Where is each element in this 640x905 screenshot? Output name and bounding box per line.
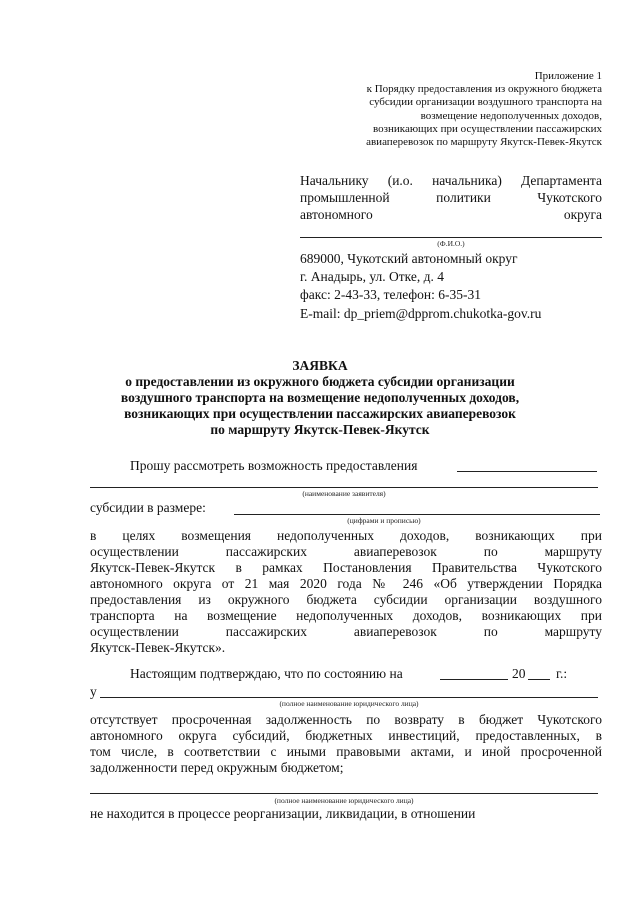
debt-line: том числе, в соответствии с иными правовыми актами, и иной просроченной <box>90 744 602 759</box>
subsidy-label: субсидии в размере: <box>90 500 206 515</box>
appendix-line: субсидии организации воздушного транспорта на <box>369 96 602 109</box>
applicant-caption: (наименование заявителя) <box>302 489 386 498</box>
purpose-line: Якутск-Певек-Якутск». <box>90 640 226 655</box>
address-line: факс: 2-43-33, телефон: 6-35-31 <box>300 287 481 303</box>
legal-entity-field-1[interactable] <box>100 697 598 698</box>
appendix-line: авиаперевозок по маршруту Якутск-Певек-Якутск <box>366 136 602 149</box>
debt-paragraph <box>90 712 602 776</box>
appendix-line: Приложение 1 <box>534 70 602 82</box>
addressee-line: Начальнику (и.о. начальника) Департамента <box>300 173 602 188</box>
title-main: ЗАЯВКА <box>292 358 348 373</box>
year-suffix: г.: <box>556 666 568 681</box>
purpose-line: предоставления из окружного бюджета субсидии организации воздушного <box>90 592 602 607</box>
addressee-line: автономного округа <box>300 207 602 222</box>
subsidy-amount-field[interactable] <box>234 514 600 515</box>
address-line: г. Анадырь, ул. Отке, д. 4 <box>300 269 444 285</box>
legal-entity-caption-1: (полное наименование юридического лица) <box>279 699 419 708</box>
legal-entity-field-2[interactable] <box>90 793 598 794</box>
applicant-field-2[interactable] <box>90 487 598 488</box>
address-line: E-mail: dp_priem@dpprom.chukotka-gov.ru <box>300 305 542 321</box>
debt-line: отсутствует просроченная задолженность по возврату в бюджет Чукотского <box>90 712 602 727</box>
title-line: о предоставлении из окружного бюджета субсидии организации <box>125 374 515 389</box>
date-field[interactable] <box>440 679 508 680</box>
appendix-line: к Порядку предоставления из окружного бюджета <box>366 83 602 96</box>
amount-caption: (цифрами и прописью) <box>347 516 421 525</box>
title-line: по маршруту Якутск-Певек-Якутск <box>210 422 430 437</box>
request-text: Прошу рассмотреть возможность предоставления <box>130 458 418 473</box>
fio-caption: (Ф.И.О.) <box>437 239 465 248</box>
addressee-line: промышленной политики Чукотского <box>300 190 602 205</box>
address-line: 689000, Чукотский автономный округ <box>300 251 518 266</box>
fio-field[interactable] <box>300 237 602 238</box>
addressee-block <box>300 172 602 223</box>
appendix-block <box>290 70 602 149</box>
title-line: воздушного транспорта на возмещение недополученных доходов, <box>120 390 520 405</box>
debt-line: автономного округа субсидий, бюджетных инвестиций, предоставленных, в <box>90 728 602 743</box>
purpose-paragraph <box>90 528 602 656</box>
department-address <box>300 250 600 323</box>
title-line: возникающих при осуществлении пассажирских авиаперевозок <box>124 406 516 421</box>
purpose-line: осуществлении пассажирских авиаперевозок по маршруту <box>90 624 602 639</box>
appendix-line: возмещение недополученных доходов, <box>420 109 602 122</box>
document-title <box>60 358 580 438</box>
purpose-line: осуществлении пассажирских авиаперевозок по маршруту <box>90 544 602 559</box>
purpose-line: Якутск-Певек-Якутск в рамках Постановления Правительства Чукотского <box>90 560 602 575</box>
year-field[interactable] <box>528 679 550 680</box>
purpose-line: транспорта на возмещение недополученных доходов, возникающих при <box>90 608 602 623</box>
applicant-field-1[interactable] <box>457 471 597 472</box>
debt-line: задолженности перед окружным бюджетом; <box>90 760 344 775</box>
appendix-line: возникающих при осуществлении пассажирских <box>373 122 602 135</box>
reorg-text: не находится в процессе реорганизации, ликвидации, в отношении <box>90 806 476 821</box>
year-prefix: 20 <box>512 666 526 681</box>
u-prefix: у <box>90 684 97 699</box>
purpose-line: в целях возмещения недополученных доходов, возникающих при <box>90 528 602 543</box>
purpose-line: автономного округа от 21 мая 2020 года № 246 «Об утверждении Порядка <box>90 576 602 591</box>
confirm-text: Настоящим подтверждаю, что по состоянию на <box>130 666 403 681</box>
legal-entity-caption-2: (полное наименование юридического лица) <box>274 796 414 805</box>
